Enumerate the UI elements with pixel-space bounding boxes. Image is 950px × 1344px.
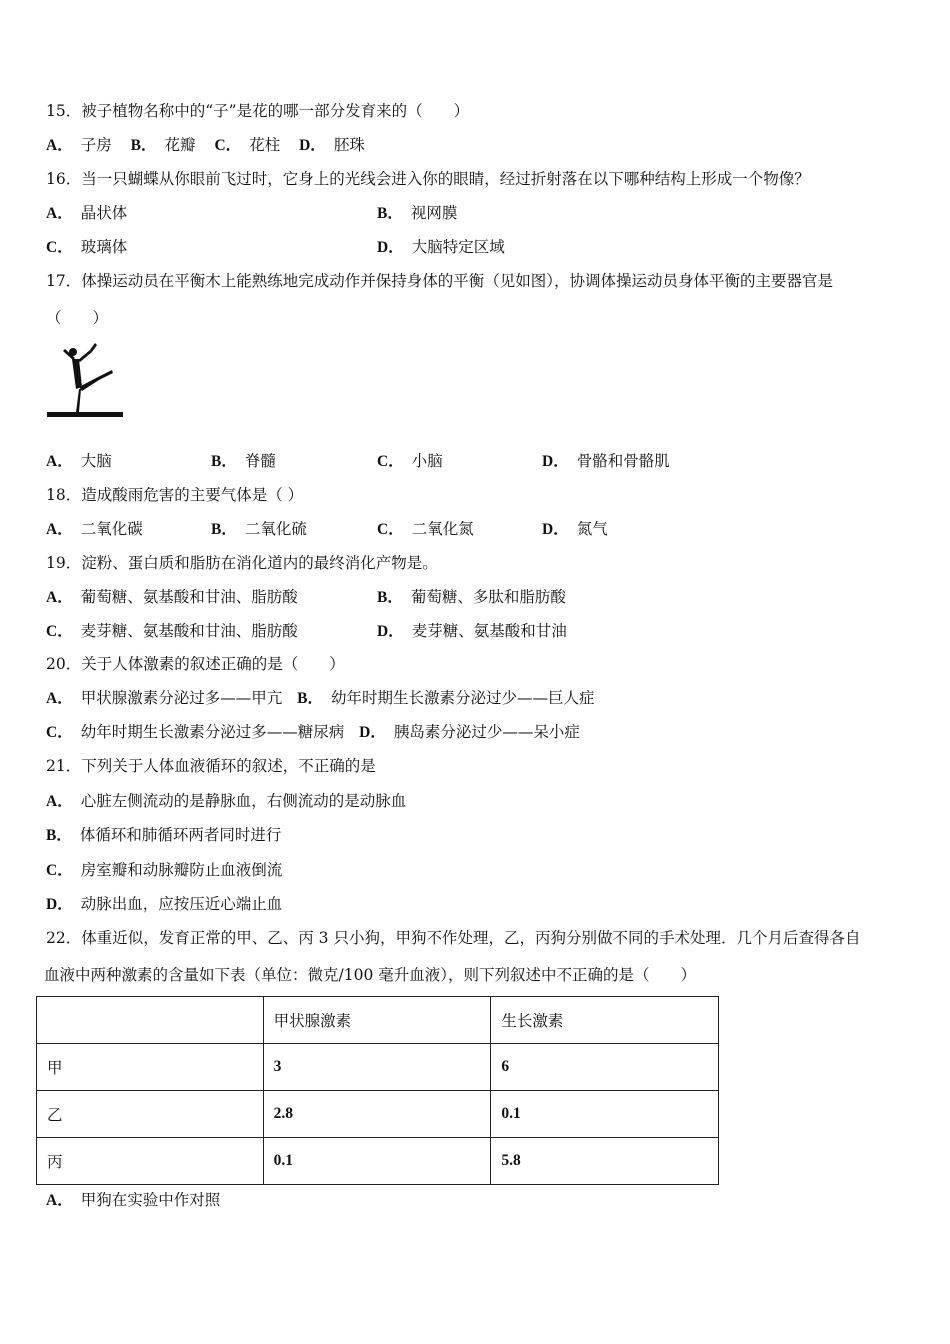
option-label: C． [46, 239, 73, 256]
q15-option-b[interactable] [131, 136, 196, 154]
q20-options-row1 [46, 688, 595, 709]
option-text: 二氧化硫 [244, 520, 307, 538]
option-text: 麦芽糖、氨基酸和甘油 [411, 622, 567, 640]
q15-option-d[interactable] [299, 136, 365, 154]
option-text: 甲狗在实验中作对照 [80, 1191, 221, 1209]
q21-option-a[interactable] [46, 791, 406, 812]
table-cell-value: 0.1 [491, 1091, 719, 1138]
table-header-row [37, 997, 719, 1044]
q20-options-row2 [46, 722, 580, 743]
option-text: 二氧化碳 [80, 520, 143, 538]
q16-option-d[interactable] [377, 237, 505, 258]
q18-option-d[interactable] [542, 519, 608, 540]
q18-option-c[interactable] [377, 519, 474, 540]
option-text: 脊髓 [244, 452, 276, 470]
hormone-table [36, 996, 719, 1185]
q21-option-c[interactable] [46, 860, 282, 881]
q15-options [46, 135, 365, 156]
q18-option-b[interactable] [211, 519, 307, 540]
option-label: D． [299, 137, 326, 154]
option-label: A． [46, 1192, 73, 1209]
option-text: 视网膜 [410, 204, 458, 222]
option-text: 花瓣 [164, 136, 196, 154]
option-text: 动脉出血，应按压近心端止血 [80, 895, 283, 913]
table-row [37, 1091, 719, 1138]
option-label: D． [377, 239, 404, 256]
option-label: B． [130, 137, 157, 154]
option-text: 玻璃体 [80, 238, 128, 256]
option-label: D． [377, 623, 404, 640]
option-label: C． [46, 862, 73, 879]
option-label: A． [46, 793, 73, 810]
option-text: 胰岛素分泌过少——呆小症 [393, 723, 580, 741]
option-label: B． [377, 589, 403, 606]
q20-option-b[interactable] [297, 689, 594, 707]
option-text: 大脑 [80, 452, 112, 470]
option-label: C． [46, 724, 73, 741]
option-text: 子房 [80, 136, 112, 154]
option-label: A． [46, 521, 73, 538]
option-text: 大脑特定区域 [411, 238, 505, 256]
q16-stem: 16．当一只蝴蝶从你眼前飞过时，它身上的光线会进入你的眼睛，经过折射落在以下哪种结构上形成一个物像？ [46, 170, 810, 188]
q20-stem: 20．关于人体激素的叙述正确的是（ ） [46, 655, 345, 673]
q17-option-b[interactable] [211, 451, 276, 472]
q17-option-c[interactable] [377, 451, 443, 472]
q20-option-a[interactable] [46, 689, 282, 707]
q16-option-a[interactable] [46, 203, 127, 224]
table-header-cell: 生长激素 [491, 997, 719, 1044]
option-label: B． [46, 827, 72, 844]
q17-option-d[interactable] [542, 451, 670, 472]
option-label: C． [377, 521, 404, 538]
option-text: 幼年时期生长激素分泌过少——巨人症 [331, 689, 595, 707]
option-label: C． [377, 453, 404, 470]
option-text: 氮气 [576, 520, 608, 538]
option-label: C． [46, 623, 73, 640]
table-header-cell: 甲状腺激素 [263, 997, 491, 1044]
option-label: D． [542, 453, 569, 470]
option-text: 小脑 [411, 452, 443, 470]
q16-option-c[interactable] [46, 237, 127, 258]
q22-stem-cont: 血液中两种激素的含量如下表（单位：微克/100 毫升血液），则下列叙述中不正确的是（ ） [44, 966, 696, 984]
option-text: 花柱 [249, 136, 281, 154]
table-cell-value: 6 [491, 1044, 719, 1091]
table-cell-value: 3 [263, 1044, 491, 1091]
table-cell-group: 甲 [37, 1044, 264, 1091]
q15-option-a[interactable] [46, 136, 112, 154]
q20-option-c[interactable] [46, 723, 344, 741]
option-text: 葡萄糖、多肽和脂肪酸 [410, 588, 566, 606]
gymnast-balance-beam-figure [46, 337, 124, 421]
table-cell-value: 2.8 [263, 1091, 491, 1138]
q22-option-a[interactable] [46, 1190, 220, 1211]
q19-option-b[interactable] [377, 587, 566, 608]
q15-stem: 15．被子植物名称中的“子”是花的哪一部分发育来的（ ） [46, 102, 470, 120]
option-label: B． [211, 453, 237, 470]
option-text: 体循环和肺循环两者同时进行 [79, 826, 282, 844]
option-label: B． [297, 690, 323, 707]
table-cell-group: 丙 [37, 1138, 264, 1185]
option-label: C． [214, 137, 242, 154]
option-label: A． [46, 589, 73, 606]
option-text: 麦芽糖、氨基酸和甘油、脂肪酸 [80, 622, 298, 640]
option-label: A． [46, 205, 73, 222]
table-row [37, 1044, 719, 1091]
option-label: D． [46, 896, 73, 913]
q19-option-c[interactable] [46, 621, 298, 642]
table-header-cell [37, 997, 264, 1044]
q19-option-a[interactable] [46, 587, 298, 608]
q19-option-d[interactable] [377, 621, 567, 642]
option-text: 葡萄糖、氨基酸和甘油、脂肪酸 [80, 588, 298, 606]
option-label: D． [542, 521, 569, 538]
option-text: 骨骼和骨骼肌 [576, 452, 670, 470]
option-text: 甲状腺激素分泌过多——甲亢 [80, 689, 283, 707]
q18-option-a[interactable] [46, 519, 143, 540]
q17-stem: 17．体操运动员在平衡木上能熟练地完成动作并保持身体的平衡（见如图），协调体操运动员身体平衡的主要器官是 [46, 272, 833, 290]
q21-option-b[interactable] [46, 825, 281, 846]
q18-stem: 18．造成酸雨危害的主要气体是（ ） [46, 486, 304, 504]
q16-option-b[interactable] [377, 203, 457, 224]
q17-stem-bracket: （ ） [46, 309, 109, 327]
option-label: B． [211, 521, 237, 538]
table-cell-group: 乙 [37, 1091, 264, 1138]
option-text: 幼年时期生长激素分泌过多——糖尿病 [80, 723, 345, 741]
option-label: B． [377, 205, 403, 222]
table-row [37, 1138, 719, 1185]
option-text: 二氧化氮 [411, 520, 474, 538]
q17-option-a[interactable] [46, 451, 112, 472]
q21-option-d[interactable] [46, 894, 282, 915]
option-label: D． [359, 724, 386, 741]
table-cell-value: 0.1 [263, 1138, 491, 1185]
option-text: 晶状体 [80, 204, 128, 222]
table-cell-value: 5.8 [491, 1138, 719, 1185]
q19-stem: 19．淀粉、蛋白质和脂肪在消化道内的最终消化产物是。 [46, 554, 438, 572]
q21-stem: 21．下列关于人体血液循环的叙述，不正确的是 [46, 757, 376, 775]
option-label: A． [46, 137, 73, 154]
q15-option-c[interactable] [214, 136, 280, 154]
option-text: 心脏左侧流动的是静脉血，右侧流动的是动脉血 [80, 792, 407, 810]
q20-option-d[interactable] [359, 723, 580, 741]
option-label: A． [46, 453, 73, 470]
option-label: A． [46, 690, 73, 707]
option-text: 胚珠 [333, 136, 365, 154]
q22-stem: 22．体重近似，发育正常的甲、乙、丙 3 只小狗，甲狗不作处理，乙，丙狗分别做不同的手术处理．几个月后查得各自 [46, 929, 861, 947]
option-text: 房室瓣和动脉瓣防止血液倒流 [80, 861, 283, 879]
